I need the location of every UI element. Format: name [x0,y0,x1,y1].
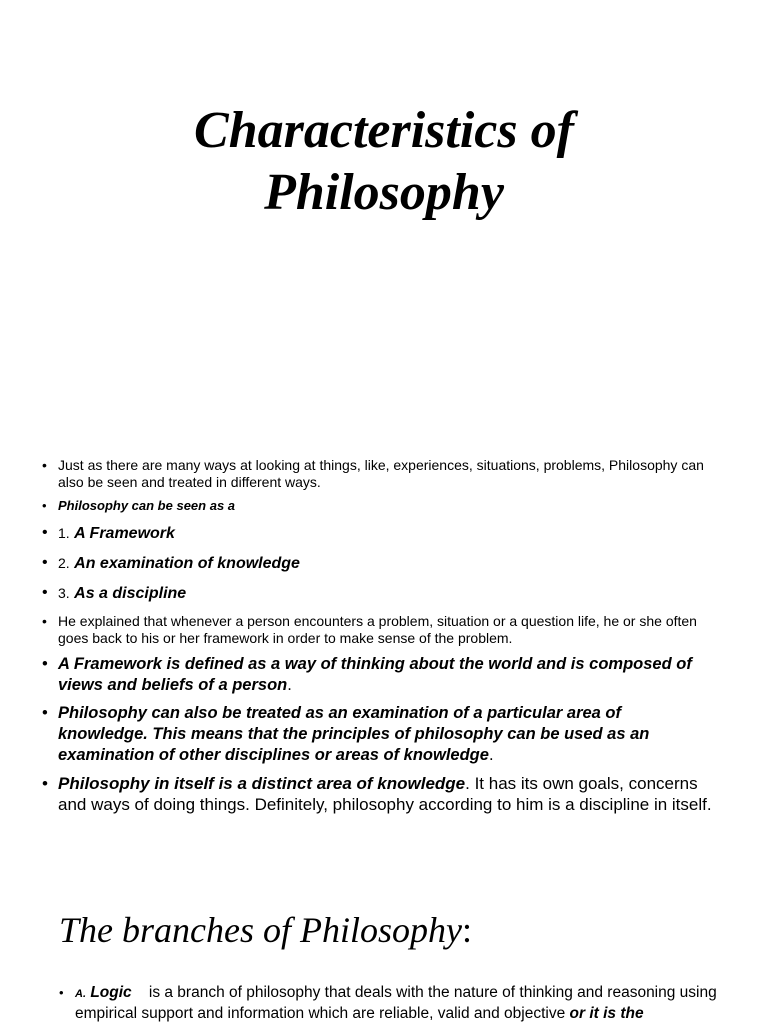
list-item-discipline-definition [42,773,712,815]
bullet-list [42,457,712,815]
page-title [0,100,768,224]
logic-letter: A. [75,988,86,1000]
branches-title-colon: : [461,910,472,950]
framework-definition-period: . [287,676,292,694]
discipline-definition-bold: Philosophy in itself is a distinct area of knowledge [58,774,466,793]
logic-tail: or it is the [569,1005,644,1022]
item-number: 3. [58,585,70,601]
item-number: 2. [58,555,70,571]
list-item-seen-as [42,498,712,514]
examination-definition-period: . [488,746,494,764]
bullet-marker: • [42,554,48,571]
list-item-explained [42,613,712,647]
bullet-marker: • [59,985,64,1000]
bullet-marker: • [42,613,47,629]
list-item-framework-definition [42,654,712,696]
examination-definition-text: Philosophy can also be treated as an examination of a particular area of knowledge. This means that the principles of philosophy can be used as an examination of other disciplines or areas of knowledge [58,704,650,764]
bullet-marker: • [42,457,47,473]
list-item-logic [59,983,735,1023]
logic-name: Logic [90,984,132,1001]
list-item-intro [42,457,712,491]
intro-text: Just as there are many ways at looking at things, like, experiences, situations, problems, Philosophy can also be seen and treated in different ways. [58,457,704,490]
logic-text: is a branch of philosophy that deals with the nature of thinking and reasoning using empirical support and information which are reliable, valid and objective [75,984,722,1022]
title-line-2: Philosophy [264,164,504,221]
title-line-1: Characteristics of [194,102,574,159]
explained-text: He explained that whenever a person encounters a problem, situation or a question life, he or she often goes back to his or her framework in order to make sense of the problem. [58,613,697,646]
item-discipline-text: As a discipline [74,585,187,602]
bullet-marker: • [42,524,48,541]
bullet-marker: • [42,774,48,793]
branches-title-text: The branches of Philosophy [59,910,462,950]
bullet-marker: • [42,655,48,673]
list-item-framework [42,523,712,544]
item-examination-text: An examination of knowledge [74,555,300,572]
bullet-marker: • [42,704,48,722]
framework-definition-text: A Framework is defined as a way of thinking about the world and is composed of views and beliefs of a person [58,655,692,694]
list-item-discipline [42,583,712,604]
list-item-examination-definition [42,703,712,766]
bullet-marker: • [42,584,48,601]
item-framework-text: A Framework [74,525,175,542]
seen-as-text: Philosophy can be seen as a [58,498,236,513]
bullet-marker: • [42,498,47,513]
list-item-examination [42,553,712,574]
item-number: 1. [58,525,70,541]
section-heading-branches [59,908,472,952]
discipline-definition-rest: . It has its own goals, concerns and ways of doing things. Definitely, philosophy according to him is a discipline in itself. [58,774,712,814]
